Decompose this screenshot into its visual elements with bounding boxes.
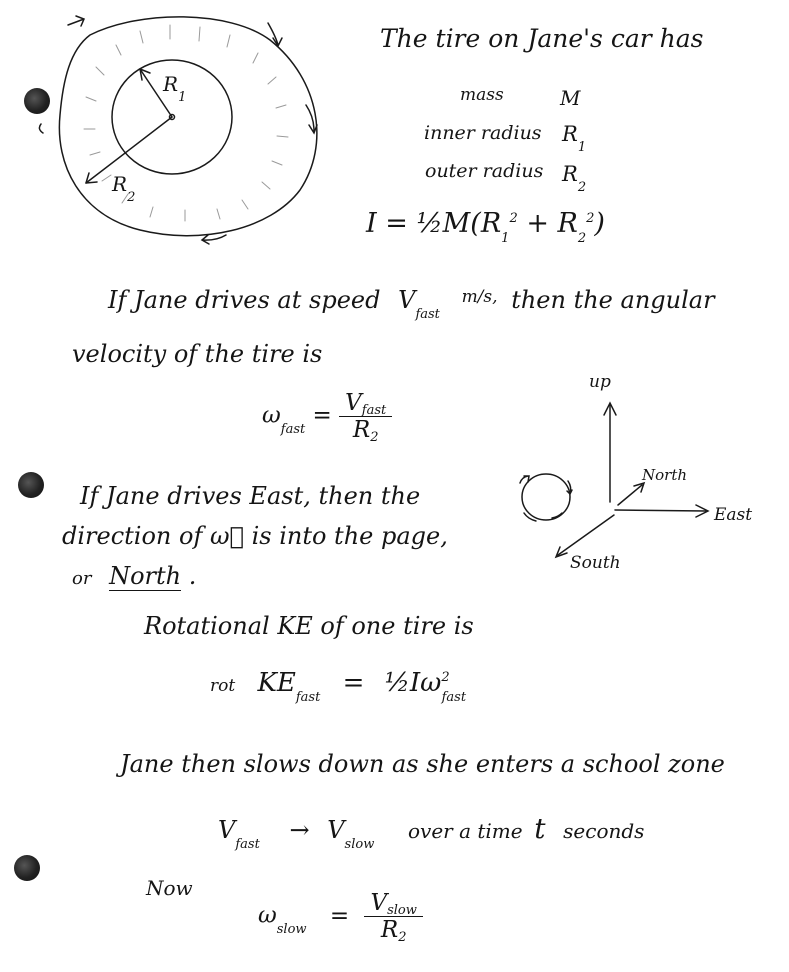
- intro-row-outer-symbol: $R_2$: [562, 162, 587, 195]
- r2-label: $R_2$: [112, 172, 136, 205]
- intro-row-outer-label: outer radius: [425, 160, 544, 182]
- direction-line-1: If Jane drives East, then the: [80, 482, 421, 510]
- tire-outer-edge: [59, 17, 316, 236]
- rotation-arrow-top: [68, 16, 84, 26]
- r1-label: $R_1$: [163, 72, 187, 105]
- intro-row-mass-symbol: M: [560, 86, 581, 110]
- tire-diagram: [30, 5, 350, 255]
- binder-hole-middle: [18, 472, 44, 498]
- binder-hole-bottom: [14, 855, 40, 881]
- omega-slow-equation: $\omega_{slow}$ = $\frac{\text{Vslow}}{R2}$: [258, 890, 423, 943]
- intro-row-inner-label: inner radius: [424, 122, 542, 144]
- east-axis: [615, 510, 706, 511]
- ke-equation: rot $KE_{fast}$ = $\frac{1}{2}I\omega^2_{fast}$: [210, 668, 467, 705]
- direction-line-3: or North .: [72, 562, 197, 590]
- axis-label-up: up: [589, 372, 611, 392]
- south-axis: [558, 515, 614, 555]
- axis-label-south: South: [570, 553, 621, 573]
- rotation-arrow-bottom: [202, 235, 226, 244]
- speed-line-1: If Jane drives at speed $V_{fast}$ $^{m/s,}$ then the angular: [108, 286, 715, 322]
- direction-line-2: direction of ω⃗ is into the page,: [62, 522, 448, 550]
- rotation-arrow-right-1: [268, 23, 282, 46]
- now-label: Now: [146, 876, 193, 900]
- intro-heading: The tire on Jane's car has: [380, 24, 704, 53]
- intro-row-mass-label: mass: [460, 85, 504, 105]
- omega-fast-equation: $\omega_{fast}$ = $\frac{\text{Vfast}}{R2}$: [262, 390, 392, 443]
- slow-equation: $V_{fast} \to V_{slow}$ over a time t seconds: [218, 812, 645, 852]
- rotation-arrow-left: [39, 124, 43, 133]
- speed-line-2: velocity of the tire is: [72, 340, 323, 368]
- slow-line: Jane then slows down as she enters a school zone: [120, 750, 725, 778]
- axis-label-north: North: [642, 466, 688, 484]
- inertia-equation: $I = \frac{1}{2}M(R_1^2 + R_2^2)$: [366, 208, 605, 246]
- axis-label-east: East: [714, 505, 753, 525]
- ke-line: Rotational KE of one tire is: [144, 612, 474, 640]
- tire-side-circle: [522, 474, 570, 520]
- intro-row-inner-symbol: $R_1$: [562, 122, 587, 155]
- axes-diagram: [510, 375, 770, 575]
- north-axis: [618, 485, 642, 505]
